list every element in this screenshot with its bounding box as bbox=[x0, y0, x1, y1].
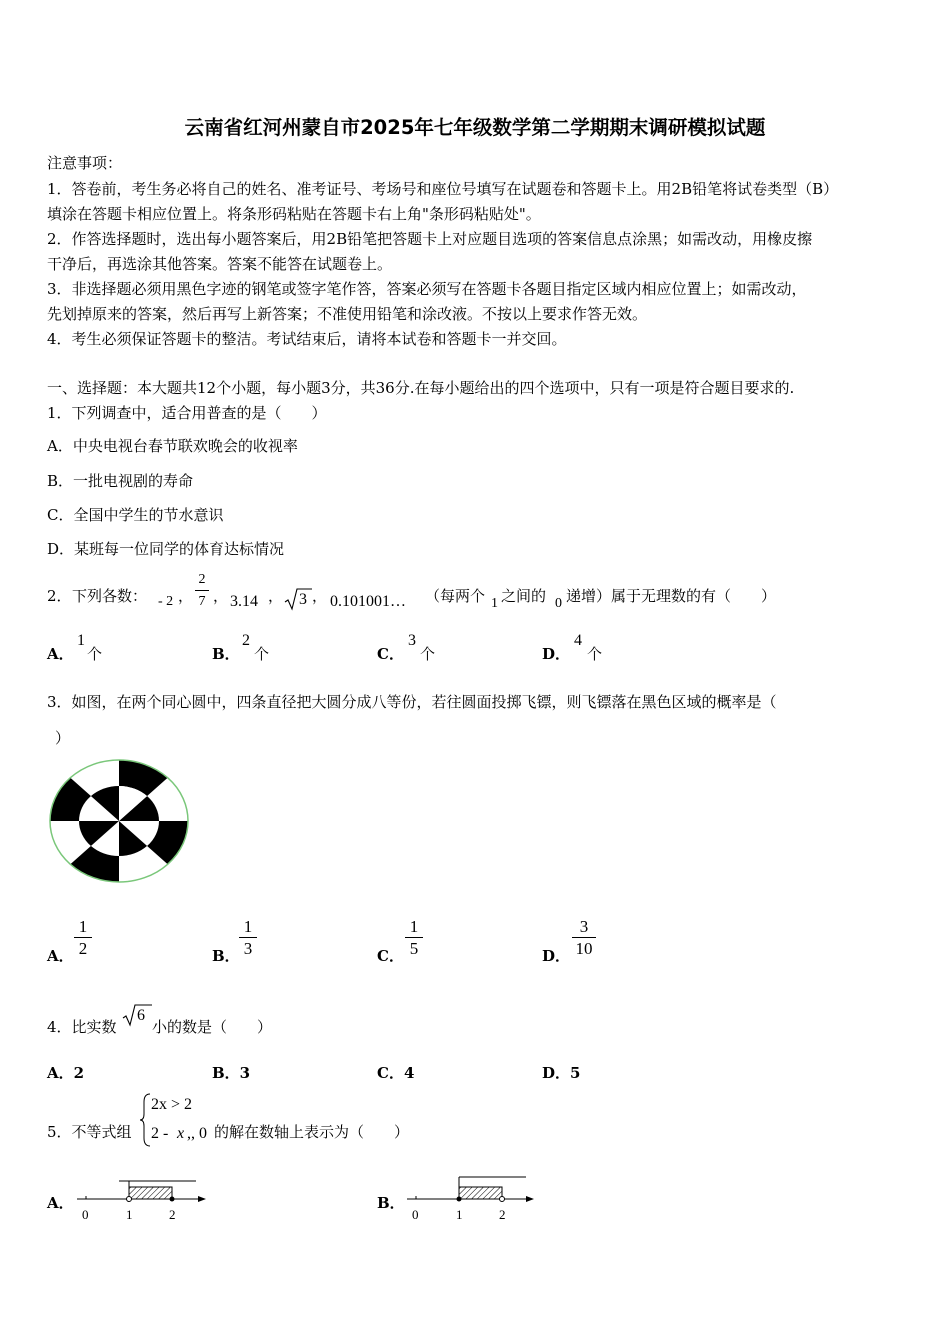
q2-option-a-unit: 个 bbox=[87, 645, 103, 663]
q5-a-tick-0: 0 bbox=[82, 1207, 89, 1222]
q2-value-314: 3.14 bbox=[230, 593, 258, 610]
notice-heading: 注意事项： bbox=[47, 154, 123, 172]
q2-tail: 递增）属于无理数的有（ ） bbox=[566, 587, 777, 605]
fraction-denominator: 3 bbox=[243, 939, 253, 958]
notice-line: 4．考生必须保证答题卡的整洁。考试结束后，请将本试卷和答题卡一并交回。 bbox=[47, 330, 567, 348]
q2-between: 之间的 bbox=[501, 587, 547, 605]
q2-fraction bbox=[193, 570, 211, 613]
q5-ineq-line1: 2x > 2 bbox=[151, 1096, 193, 1113]
q3-stem-end: ） bbox=[55, 729, 71, 747]
q3-option-b-fraction bbox=[237, 917, 259, 960]
q1-option-b[interactable]: B．一批电视剧的寿命 bbox=[47, 472, 194, 490]
q5-option-b[interactable]: B． bbox=[377, 1194, 405, 1212]
section-heading: 一、选择题：本大题共12个小题，每小题3分，共36分.在每小题给出的四个选项中，只有一项是符合题目要求的. bbox=[47, 379, 795, 397]
q2-comma: ， bbox=[312, 587, 328, 605]
q2-fraction-numerator: 2 bbox=[198, 572, 206, 587]
fraction-denominator: 10 bbox=[575, 939, 593, 958]
fraction-denominator: 2 bbox=[78, 939, 88, 958]
q4-sqrt6-radicand: 6 bbox=[137, 1007, 145, 1024]
q2-option-b-num: 2 bbox=[242, 632, 250, 649]
q2-comma: ， bbox=[213, 587, 229, 605]
q2-option-a-num: 1 bbox=[77, 632, 85, 649]
q2-option-d-num: 4 bbox=[574, 632, 582, 649]
q5-ineq-line2b: x bbox=[177, 1125, 185, 1142]
q5-option-a[interactable]: A． bbox=[47, 1194, 74, 1212]
q3-stem: 3．如图，在两个同心圆中，四条直径把大圆分成八等份，若往圆面投掷飞镖，则飞镖落在黑色区域的概率是（ bbox=[47, 693, 777, 711]
q2-option-c-num: 3 bbox=[408, 632, 416, 649]
q2-option-c-unit: 个 bbox=[420, 645, 436, 663]
q5-option-a-numberline bbox=[72, 1172, 212, 1210]
fraction-denominator: 5 bbox=[409, 939, 419, 958]
notice-line: 1．答卷前，考生务必将自己的姓名、准考证号、考场号和座位号填写在试题卷和答题卡上。用2B铅笔将试卷类型（B） bbox=[47, 180, 839, 198]
brace-icon bbox=[139, 1092, 151, 1148]
fraction-numerator: 3 bbox=[579, 917, 589, 936]
q3-option-a[interactable]: A． bbox=[47, 947, 74, 965]
q4-option-c[interactable]: C．4 bbox=[377, 1064, 415, 1082]
q2-fraction-denominator: 7 bbox=[198, 594, 206, 609]
notice-line: 3．非选择题必须用黑色字迹的钢笔或签字笔作答，答案必须写在答题卡各题目指定区域内相应位置上；如需改动， bbox=[47, 280, 807, 298]
q3-option-b[interactable]: B． bbox=[212, 947, 240, 965]
q3-option-d-fraction bbox=[570, 917, 598, 960]
notice-line: 2．作答选择题时，选出每小题答案后，用2B铅笔把答题卡上对应题目选项的答案信息点涂黑；如需改动，用橡皮擦 bbox=[47, 230, 813, 248]
q3-option-c[interactable]: C． bbox=[377, 947, 404, 965]
fraction-numerator: 1 bbox=[409, 917, 419, 936]
q4-tail: 小的数是（ ） bbox=[152, 1018, 273, 1036]
q2-option-d[interactable]: D． bbox=[542, 645, 571, 663]
q2-option-b[interactable]: B． bbox=[212, 645, 240, 663]
q5-tail: 的解在数轴上表示为（ ） bbox=[214, 1123, 410, 1141]
q5-option-b-numberline bbox=[402, 1172, 542, 1210]
q4-option-b[interactable]: B．3 bbox=[212, 1064, 251, 1082]
q2-paren-text: （每两个 bbox=[425, 587, 486, 605]
q2-neg2: - 2 bbox=[158, 594, 174, 609]
notice-line: 干净后，再选涂其他答案。答案不能答在试题卷上。 bbox=[47, 255, 393, 273]
q5-ineq-line2c: ,, 0 bbox=[187, 1125, 207, 1142]
q1-option-c[interactable]: C．全国中学生的节水意识 bbox=[47, 506, 224, 524]
fraction-numerator: 1 bbox=[78, 917, 88, 936]
q5-b-tick-0: 0 bbox=[412, 1207, 419, 1222]
fraction-numerator: 1 bbox=[243, 917, 253, 936]
q2-option-b-unit: 个 bbox=[254, 645, 270, 663]
q5-ineq-line2a: 2 - bbox=[151, 1125, 169, 1142]
q5-lead: 5．不等式组 bbox=[47, 1123, 132, 1141]
q2-digit-zero: 0 bbox=[555, 596, 562, 611]
q3-option-a-fraction bbox=[72, 917, 94, 960]
notice-line: 先划掉原来的答案，然后再写上新答案；不准使用铅笔和涂改液。不按以上要求作答无效。 bbox=[47, 305, 648, 323]
q2-lead: 下列各数： bbox=[72, 587, 148, 605]
q4-lead: 4．比实数 bbox=[47, 1018, 117, 1036]
q1-option-a[interactable]: A．中央电视台春节联欢晚会的收视率 bbox=[47, 437, 298, 455]
q4-sqrt6 bbox=[122, 1002, 152, 1028]
radical-icon bbox=[284, 586, 312, 612]
q2-option-c[interactable]: C． bbox=[377, 645, 404, 663]
q2-option-a[interactable]: A． bbox=[47, 645, 74, 663]
q5-a-tick-1: 1 bbox=[126, 1207, 133, 1222]
q2-option-d-unit: 个 bbox=[587, 645, 603, 663]
q5-b-tick-1: 1 bbox=[456, 1207, 463, 1222]
q2-digit-one: 1 bbox=[491, 596, 498, 611]
q2-sqrt3-radicand: 3 bbox=[299, 591, 307, 608]
q1-option-d[interactable]: D．某班每一位同学的体育达标情况 bbox=[47, 540, 285, 558]
q2-comma: ， bbox=[268, 587, 284, 605]
q4-option-d[interactable]: D．5 bbox=[542, 1064, 581, 1082]
page-title: 云南省红河州蒙自市2025年七年级数学第二学期期末调研模拟试题 bbox=[184, 116, 766, 139]
notice-line: 填涂在答题卡相应位置上。将条形码粘贴在答题卡右上角"条形码粘贴处"。 bbox=[47, 205, 541, 223]
q5-a-tick-2: 2 bbox=[169, 1207, 176, 1222]
q3-option-c-fraction bbox=[403, 917, 425, 960]
q2-decimal: 0.101001… bbox=[330, 593, 406, 610]
q3-option-d[interactable]: D． bbox=[542, 947, 571, 965]
q5-b-tick-2: 2 bbox=[499, 1207, 506, 1222]
concentric-circles-figure bbox=[47, 757, 191, 885]
q2-number: 2． bbox=[47, 587, 72, 605]
q4-option-a[interactable]: A．2 bbox=[47, 1064, 85, 1082]
q1-stem: 1．下列调查中，适合用普查的是（ ） bbox=[47, 404, 327, 422]
q2-sqrt3 bbox=[284, 586, 312, 612]
q2-comma: ， bbox=[178, 587, 194, 605]
